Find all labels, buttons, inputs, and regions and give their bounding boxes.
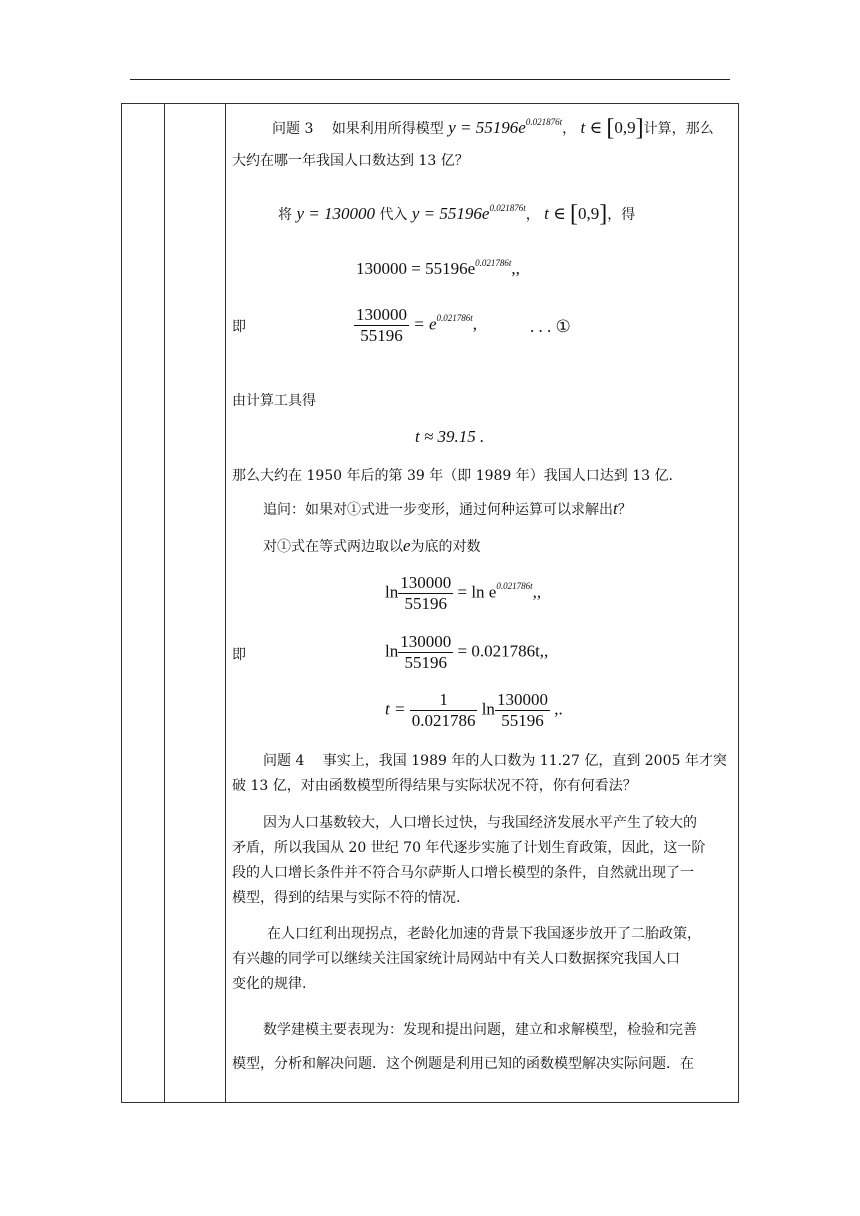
- equation-4: ln $\frac{130000}{55196}$ = $\ln e^{0.021786t}$,,: [385, 573, 542, 613]
- modeling-line-2: 模型，分析和解决问题．这个例题是利用已知的函数模型解决实际问题．在: [232, 1056, 694, 1072]
- equation-2-marker: . . . ①: [530, 317, 571, 336]
- equation-2: $\frac{130000}{55196}$ = $e^{0.021786t}$,: [356, 305, 478, 345]
- modeling-line-1: 数学建模主要表现为：发现和提出问题，建立和求解模型，检验和完善: [263, 1022, 697, 1038]
- equation-6: t = $\frac{1}{0.021786}$ ln $\frac{130000}{55196}$ ,.: [385, 690, 563, 730]
- equation-2-prefix: 即: [232, 319, 246, 335]
- equation-5: ln $\frac{130000}{55196}$ = 0.021786t,,: [385, 632, 549, 672]
- column-divider-2: [225, 104, 226, 1102]
- log-instruction: 对①式在等式两边取以e为底的对数: [263, 536, 481, 555]
- equation-3: t ≈ 39.15 .: [415, 427, 485, 446]
- compute-tool-line: 由计算工具得: [232, 393, 316, 409]
- column-divider-1: [164, 104, 165, 1102]
- policy-line-3: 变化的规律.: [232, 976, 307, 992]
- follow-up-question: 追问：如果对①式进一步变形，通过何种运算可以求解出t？: [263, 499, 632, 518]
- equation-5-prefix: 即: [232, 647, 246, 663]
- problem-3-line-2: 大约在哪一年我国人口数达到 13 亿？: [232, 153, 469, 169]
- header-rule: [130, 79, 730, 80]
- problem-4-line-2: 破 13 亿，对由函数模型所得结果与实际状况不符，你有何看法？: [232, 778, 637, 794]
- policy-line-1: 在人口红利出现拐点，老龄化加速的背景下我国逐步放开了二胎政策，: [267, 926, 701, 942]
- explanation-line-3: 段的人口增长条件并不符合马尔萨斯人口增长模型的条件，自然就出现了一: [232, 865, 694, 881]
- policy-line-2: 有兴趣的同学可以继续关注国家统计局网站中有关人口数据探究我国人口: [232, 951, 680, 967]
- explanation-line-4: 模型，得到的结果与实际不符的情况.: [232, 890, 461, 906]
- problem-4-line-1: 问题 4 事实上，我国 1989 年的人口数为 11.27 亿，直到 2005 年才突: [263, 753, 727, 769]
- substitution-line: 将 y = 130000 代入 $y = 55196e^{0.021876t}$， t ∈ [0,9]，得: [278, 201, 636, 227]
- explanation-line-1: 因为人口基数较大，人口增长过快，与我国经济发展水平产生了较大的: [263, 815, 697, 831]
- explanation-line-2: 矛盾，所以我国从 20 世纪 70 年代逐步实施了计划生育政策，因此，这一阶: [232, 840, 706, 856]
- problem-3-line-1: 问题 3 如果利用所得模型 $y = 55196e^{0.021876t}$， t ∈ [0,9]计算，那么: [272, 115, 714, 141]
- conclusion-line: 那么大约在 1950 年后的第 39 年（即 1989 年）我国人口达到 13 亿.: [232, 468, 673, 484]
- equation-1: $130000 = 55196e^{0.021786t}$,,: [356, 258, 520, 278]
